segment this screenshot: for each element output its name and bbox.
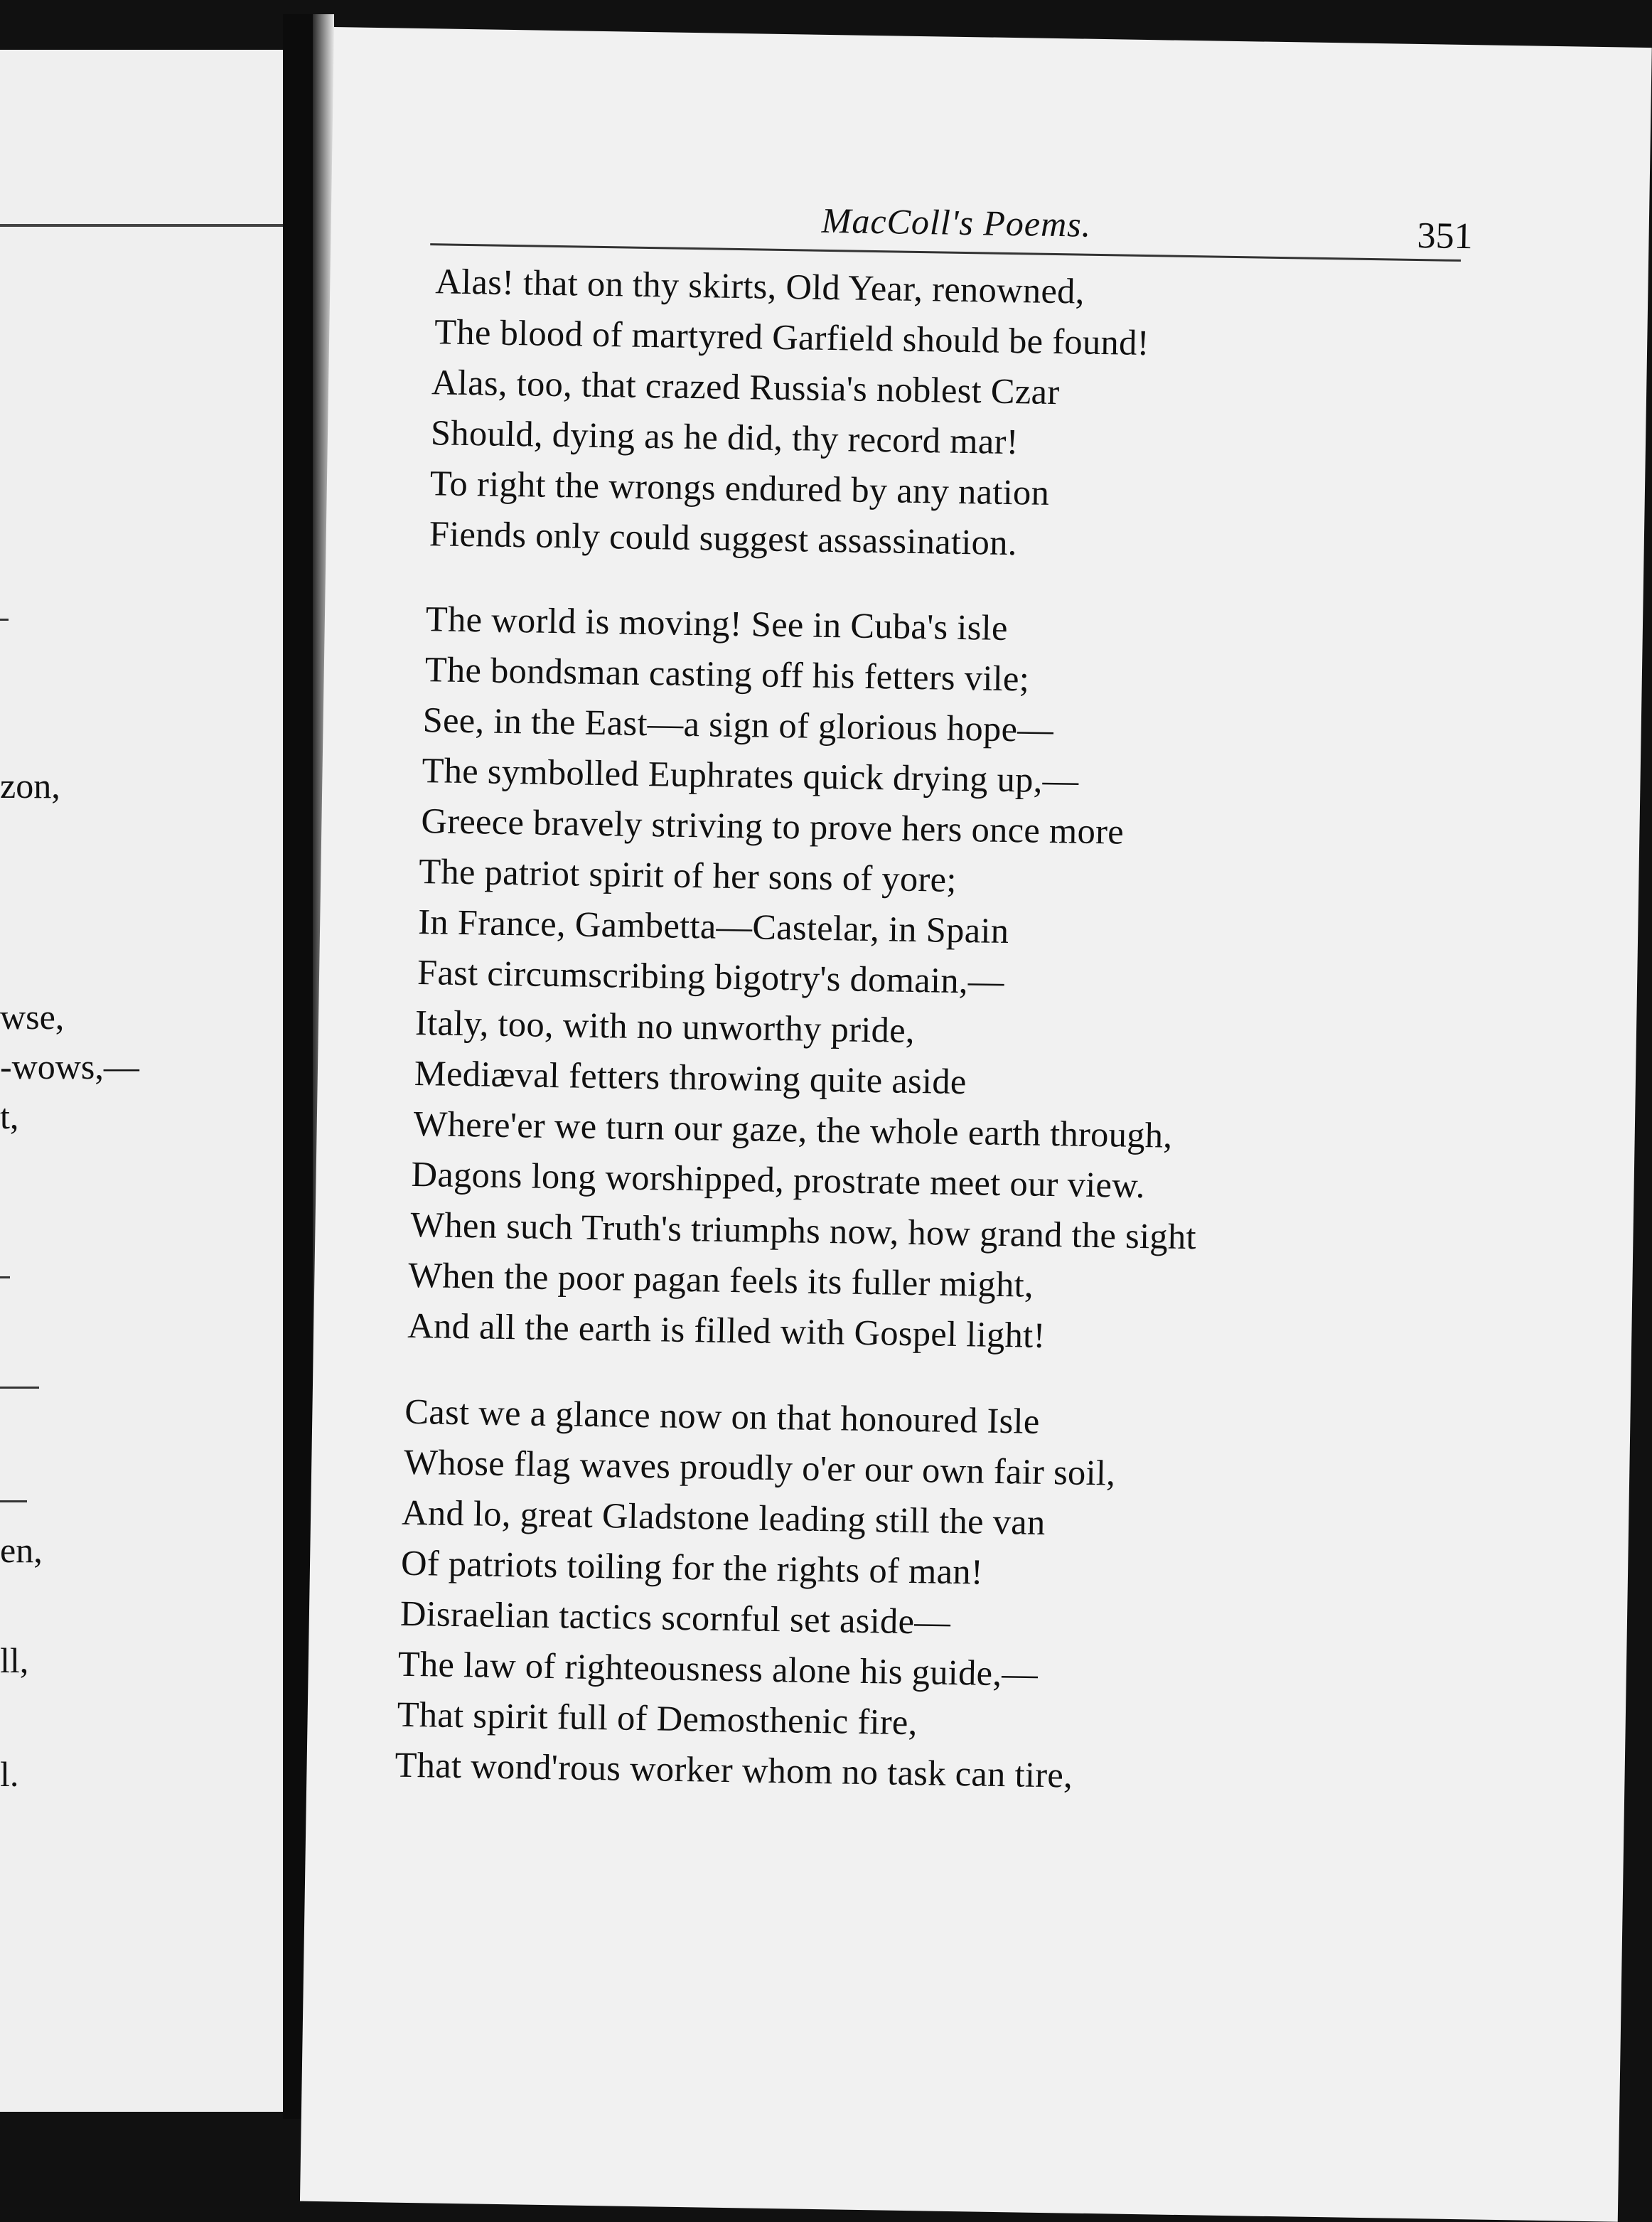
poem-line: The blood of martyred Garfield should be found! <box>434 311 1150 363</box>
poem-line: Where'er we turn our gaze, the whole earth through, <box>413 1103 1173 1155</box>
poem-line: Greece bravely striving to prove hers once more <box>421 801 1125 852</box>
running-title: MacColl's Poems. <box>821 200 1092 245</box>
poem-line: The bondsman casting off his fetters vile; <box>424 649 1030 699</box>
left-page-dash <box>0 1500 27 1502</box>
left-page-fragment: t, <box>0 1096 19 1136</box>
poem-line: Dagons long worshipped, prostrate meet our view. <box>411 1153 1146 1206</box>
poem-line: To right the wrongs endured by any nation <box>429 463 1050 513</box>
left-page-dash <box>0 1387 39 1389</box>
left-page-fragment: l. <box>0 1754 19 1794</box>
previous-page <box>0 50 321 2112</box>
left-page-dash <box>0 1276 10 1278</box>
poem-line: Cast we a glance now on that honoured Isle <box>404 1391 1041 1441</box>
poem-line: The law of righteousness alone his guide,— <box>397 1643 1039 1694</box>
poem-line: Fiends only could suggest assassination. <box>429 513 1018 563</box>
left-page-dash <box>0 619 9 621</box>
poem-line: Alas, too, that crazed Russia's noblest Czar <box>431 362 1060 412</box>
poem-line: When such Truth's triumphs now, how grand the sight <box>410 1204 1197 1257</box>
poem-line: Disraelian tactics scornful set aside— <box>399 1593 951 1642</box>
poem-line: Whose flag waves proudly o'er our own fair soil, <box>403 1441 1116 1493</box>
poem-body <box>331 261 1648 1795</box>
left-page-fragment: -wows,— <box>0 1047 139 1086</box>
poem-line: Alas! that on thy skirts, Old Year, renowned, <box>434 261 1085 311</box>
poem-line: The patriot spirit of her sons of yore; <box>418 851 958 899</box>
poem-line: The world is moving! See in Cuba's isle <box>425 599 1009 648</box>
stanza <box>331 261 1648 563</box>
header-rule <box>430 243 1461 262</box>
poem-line: Should, dying as he did, thy record mar! <box>430 412 1019 462</box>
poem-line: The symbolled Euphrates quick drying up,— <box>422 750 1079 801</box>
poem-line: Fast circumscribing bigotry's domain,— <box>417 952 1005 1001</box>
page-header <box>331 185 1649 262</box>
left-page-fragment: wse, <box>0 997 65 1037</box>
poem-line: That wond'rous worker whom no task can tire, <box>395 1744 1073 1795</box>
poem-line: And lo, great Gladstone leading still the van <box>401 1492 1046 1542</box>
book-page <box>300 27 1652 2222</box>
left-page-fragment: ll, <box>0 1640 29 1680</box>
poem-line: Italy, too, with no unworthy pride, <box>414 1002 916 1051</box>
poem-line: Mediæval fetters throwing quite aside <box>414 1052 967 1102</box>
poem-line: In France, Gambetta—Castelar, in Spain <box>417 902 1009 951</box>
poem-line: Of patriots toiling for the rights of man! <box>400 1542 984 1592</box>
left-page-fragment: zon, <box>0 766 60 806</box>
page-number: 351 <box>1417 215 1474 257</box>
left-page-fragment: en, <box>0 1530 43 1570</box>
poem-line: And all the earth is filled with Gospel light! <box>407 1305 1046 1355</box>
poem-line: That spirit full of Demosthenic fire, <box>397 1694 918 1743</box>
poem-line: When the poor pagan feels its fuller might, <box>408 1254 1034 1305</box>
poem-line: See, in the East—a sign of glorious hope— <box>422 700 1054 750</box>
previous-page-header-rule <box>0 224 321 227</box>
